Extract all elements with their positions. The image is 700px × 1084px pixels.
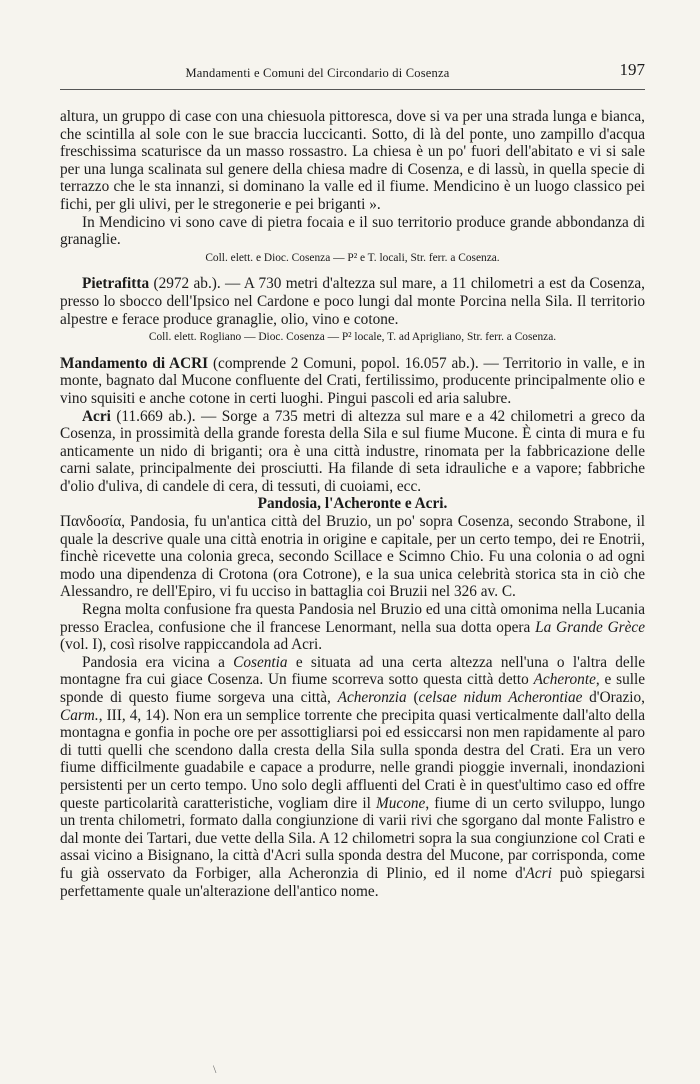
paragraph-mandamento-acri xyxy=(60,355,645,408)
book-title: La Grande Grèce xyxy=(535,618,645,636)
latin-quote: celsae nidum Acherontiae xyxy=(418,689,583,706)
entry-name-mandamento-acri: Mandamento di ACRI xyxy=(60,354,209,372)
paragraph-mendicino-end: altura, un gruppo di case con una chiesuola pittoresca, dove si va per una strada lunga e bianca, che scintilla al sole con le sue braccia luccicanti. Sotto, di là del ponte, uno zampillo d'acqua freschissima scaturisce da un masso rossastro. La chiesa è un po' fuori dell'abitato e vi si sale per una lunga scalinata sul genere della chiesa madre di Cosenza, e di lassù, in quella specie di terrazzo che le sta innanzi, si dominano la valle ed il fiume. Mendicino è un luogo classico pei fichi, per gli ulivi, per le stregonerie e pei briganti ». xyxy=(60,108,645,213)
place-name: Acheronzia xyxy=(337,689,407,706)
entry-text-acri: (11.669 ab.). — Sorge a 735 metri di altezza sul mare e a 42 chilometri a greco da Cosenza, in prossimità della grande foresta della Sila e sul fiume Mucone. È cinta di mura e fu anticamente un nido di briganti; ora è una città industre, rinomata per la fabbricazione delle carni salate, principalmente dei prosciutti. Ha filande di seta idrauliche e a vapore; fabbriche d'olio d'uliva, di candele di cera, di tessuti, di cuoiami, ecc. xyxy=(60,407,645,495)
river-name: Mucone xyxy=(376,794,426,812)
text-run: Pandosia era vicina a xyxy=(82,653,234,671)
text-run: ( xyxy=(406,689,419,706)
paragraph-acheronte xyxy=(60,654,645,900)
text-run: d'Orazio, xyxy=(582,689,646,706)
text-run: può spiegarsi perfettamente quale un'alterazione dell'antico nome. xyxy=(60,864,645,900)
reference-mendicino: Coll. elett. e Dioc. Cosenza — P² e T. locali, Str. ferr. a Cosenza. xyxy=(205,251,500,264)
reference-pietrafitta: Coll. elett. Rogliano — Dioc. Cosenza — P² locale, T. ad Aprigliano, Str. ferr. a Cosenza. xyxy=(148,331,557,344)
entry-name-pietrafitta: Pietrafitta xyxy=(82,275,150,293)
header-rule xyxy=(60,89,645,90)
place-name: Cosentia xyxy=(233,653,288,671)
footer-mark: \ xyxy=(213,1062,217,1076)
entry-text-pietrafitta: (2972 ab.). — A 730 metri d'altezza sul mare, a 11 chilometri a est da Cosenza, presso lo sbocco dell'Ipsico nel Cardone e poco lungi dal monte Porcina nella Sila. Il territorio alpestre e ferace produce granaglie, olio, vino e cotone. xyxy=(60,275,645,328)
paragraph-acri xyxy=(60,408,645,496)
paragraph-pandosia-history: Πανδοσία, Pandosia, fu un'antica città del Bruzio, un po' sopra Cosenza, secondo Strabone, il quale la descrive quale una città enotria in origine e capitale, per un certo tempo, dei re Enotrii, finchè ricevette una colonia greca, secondo Scillace e Scimno Chio. Fu una colonia o ad ogni modo una dipendenza di Crotona (ora Cotrone), e la sua unica celebrità storica sta in ciò che Alessandro, re dell'Epiro, vi fu ucciso in battaglia coi Bruzii nel 326 av. C. xyxy=(60,513,645,601)
place-name: Acri xyxy=(525,864,552,882)
page-number: 197 xyxy=(619,60,645,79)
place-name: Acheronte xyxy=(533,671,596,689)
running-header xyxy=(60,60,645,86)
text-run: , III, 4, 14). Non era un semplice torrente che precipita quasi verticalmente dall'alto della montagna e gonfia in poche ore per assottigliarsi poi ed essiccarsi non men rapidamente al paro di tutti quelli che scendono dalla cresta della Sila sulla sponda destra del Crati. Era un vero fiume difficilmente guadabile e capace a produrre, nelle grandi pioggie invernali, inondazioni persistenti per un certo tempo. Uno solo degli affluenti del Crati è in quest'ultimo caso ed offre queste particolarità caratteristiche, vogliam dire il xyxy=(60,706,645,812)
text-run: Regna molta confusione fra questa Pandosia nel Bruzio ed una città omonima nella Lucania presso Eraclea, confusione che il francese Lenormant, nella sua dotta opera xyxy=(60,601,645,636)
body-text xyxy=(60,108,645,900)
entry-name-acri: Acri xyxy=(82,407,111,425)
paragraph-mendicino-resources: In Mendicino vi sono cave di pietra focaia e il suo territorio produce grande abbondanza di granaglie. xyxy=(60,213,645,249)
text-run: , e sulle sponde di questo fiume sorgeva una città, xyxy=(60,671,646,706)
text-run: (vol. I), così risolve rappiccandola ad Acri. xyxy=(60,636,323,654)
section-title: Pandosia, l'Acheronte e Acri. xyxy=(257,495,448,513)
work-title: Carm. xyxy=(60,706,99,724)
text-run: , fiume di un certo sviluppo, lungo un trenta chilometri, formato dalla congiunzione di varii rivi che sgorgano dal monte Falistro e dal monte dei Tartari, due vette della Sila. A 12 chilometri sopra la sua congiunzione col Crati e assai vicino a Bisignano, la città d'Acri sulla sponda destra del Mucone, par corrisponda, come fu già osservato da Forbiger, alla Acheronzia di Plinio, ed il nome d' xyxy=(60,794,645,882)
header-title: Mandamenti e Comuni del Circondario di Cosenza xyxy=(185,66,450,80)
text-run: e situata ad una certa altezza nell'una o l'altra delle montagne fra cui giace Cosenza. Un fiume scorreva sotto questa città detto xyxy=(60,653,645,689)
entry-text-mandamento-acri: (comprende 2 Comuni, popol. 16.057 ab.). — Territorio in valle, e in monte, bagnato dal Mucone confluente del Crati, fertilissimo, producente principalmente olio e vino squisiti e anche cotone in certi luoghi. Pingui pascoli ed aria salubre. xyxy=(60,354,645,407)
paragraph-pietrafitta xyxy=(60,275,645,328)
paragraph-pandosia-confusion xyxy=(60,601,645,654)
